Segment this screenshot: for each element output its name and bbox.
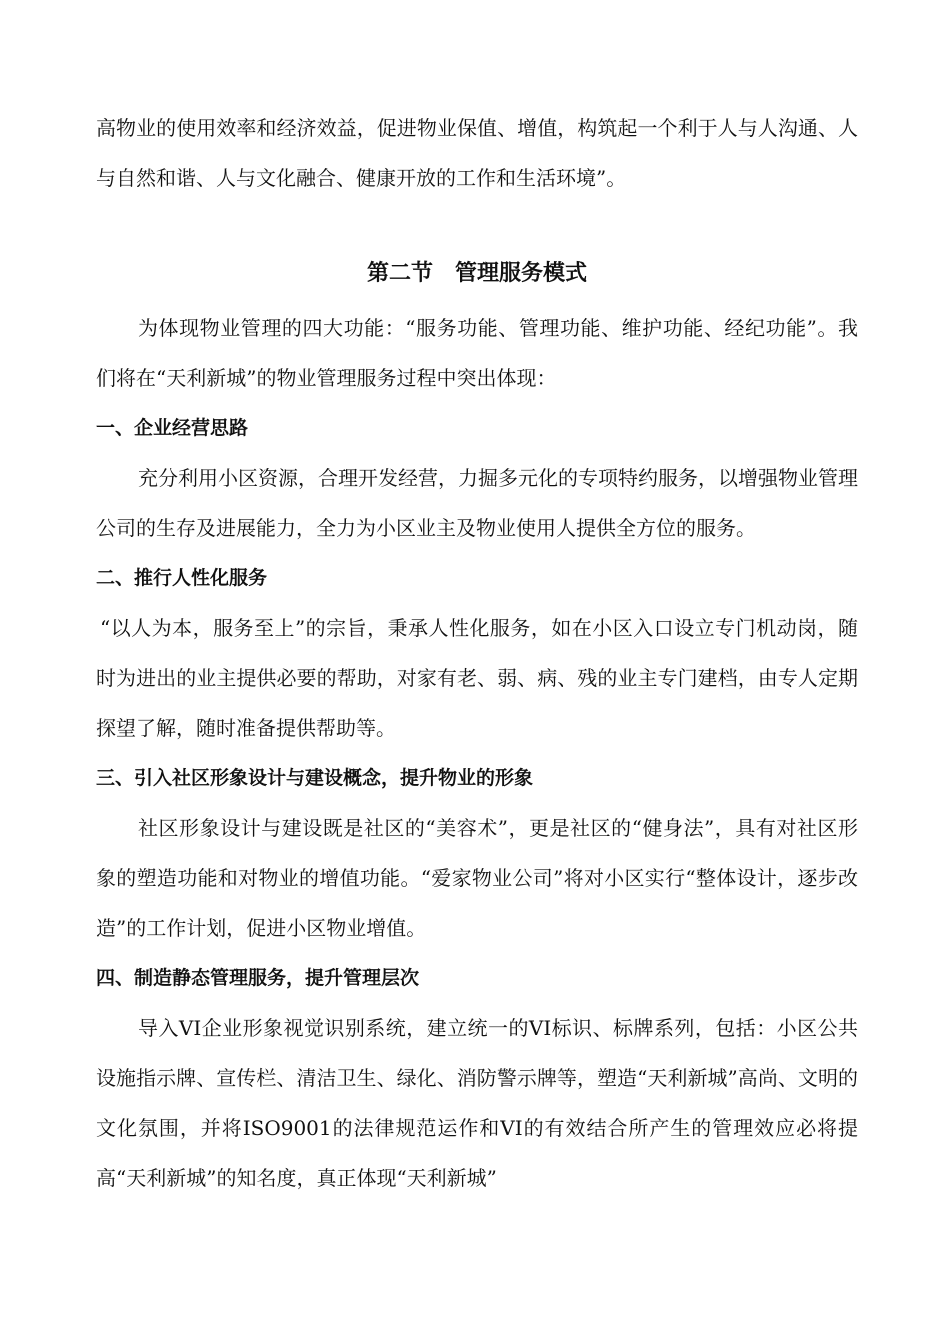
section-intro-paragraph: 为体现物业管理的四大功能：“服务功能、管理功能、维护功能、经纪功能”。我们将在“天利新城”的物业管理服务过程中突出体现： (96, 316, 858, 390)
heading-business-strategy: 一、企业经营思路 (96, 417, 249, 439)
document-page (96, 103, 858, 1203)
intro-continuation-paragraph: 高物业的使用效率和经济效益，促进物业保值、增值，构筑起一个利于人与人沟通、人与自然和谐、人与文化融合、健康开放的工作和生活环境”。 (96, 116, 858, 190)
paragraph-humanized-service: “以人为本，服务至上”的宗旨，秉承人性化服务，如在小区入口设立专门机动岗，随时为进出的业主提供必要的帮助，对家有老、弱、病、残的业主专门建档，由专人定期探望了解，随时准备提供帮助等。 (96, 616, 858, 740)
section-title: 第二节 管理服务模式 (366, 261, 587, 286)
heading-static-management: 四、制造静态管理服务，提升管理层次 (96, 967, 420, 989)
paragraph-static-management: 导入VI企业形象视觉识别系统，建立统一的VI标识、标牌系列，包括：小区公共设施指示牌、宣传栏、清洁卫生、绿化、消防警示牌等，塑造“天利新城”高尚、文明的文化氛围，并将ISO9001的法律规范运作和VI的有效结合所产生的管理效应必将提高“天利新城”的知名度，真正体现“天利新城” (96, 1016, 858, 1190)
paragraph-business-strategy: 充分利用小区资源，合理开发经营，力掘多元化的专项特约服务，以增强物业管理公司的生存及进展能力，全力为小区业主及物业使用人提供全方位的服务。 (96, 466, 858, 540)
heading-community-image: 三、引入社区形象设计与建设概念，提升物业的形象 (96, 767, 534, 789)
paragraph-community-image: 社区形象设计与建设既是社区的“美容术”，更是社区的“健身法”，具有对社区形象的塑造功能和对物业的增值功能。“爱家物业公司”将对小区实行“整体设计，逐步改造”的工作计划，促进小区物业增值。 (96, 816, 858, 940)
heading-humanized-service: 二、推行人性化服务 (96, 567, 268, 589)
